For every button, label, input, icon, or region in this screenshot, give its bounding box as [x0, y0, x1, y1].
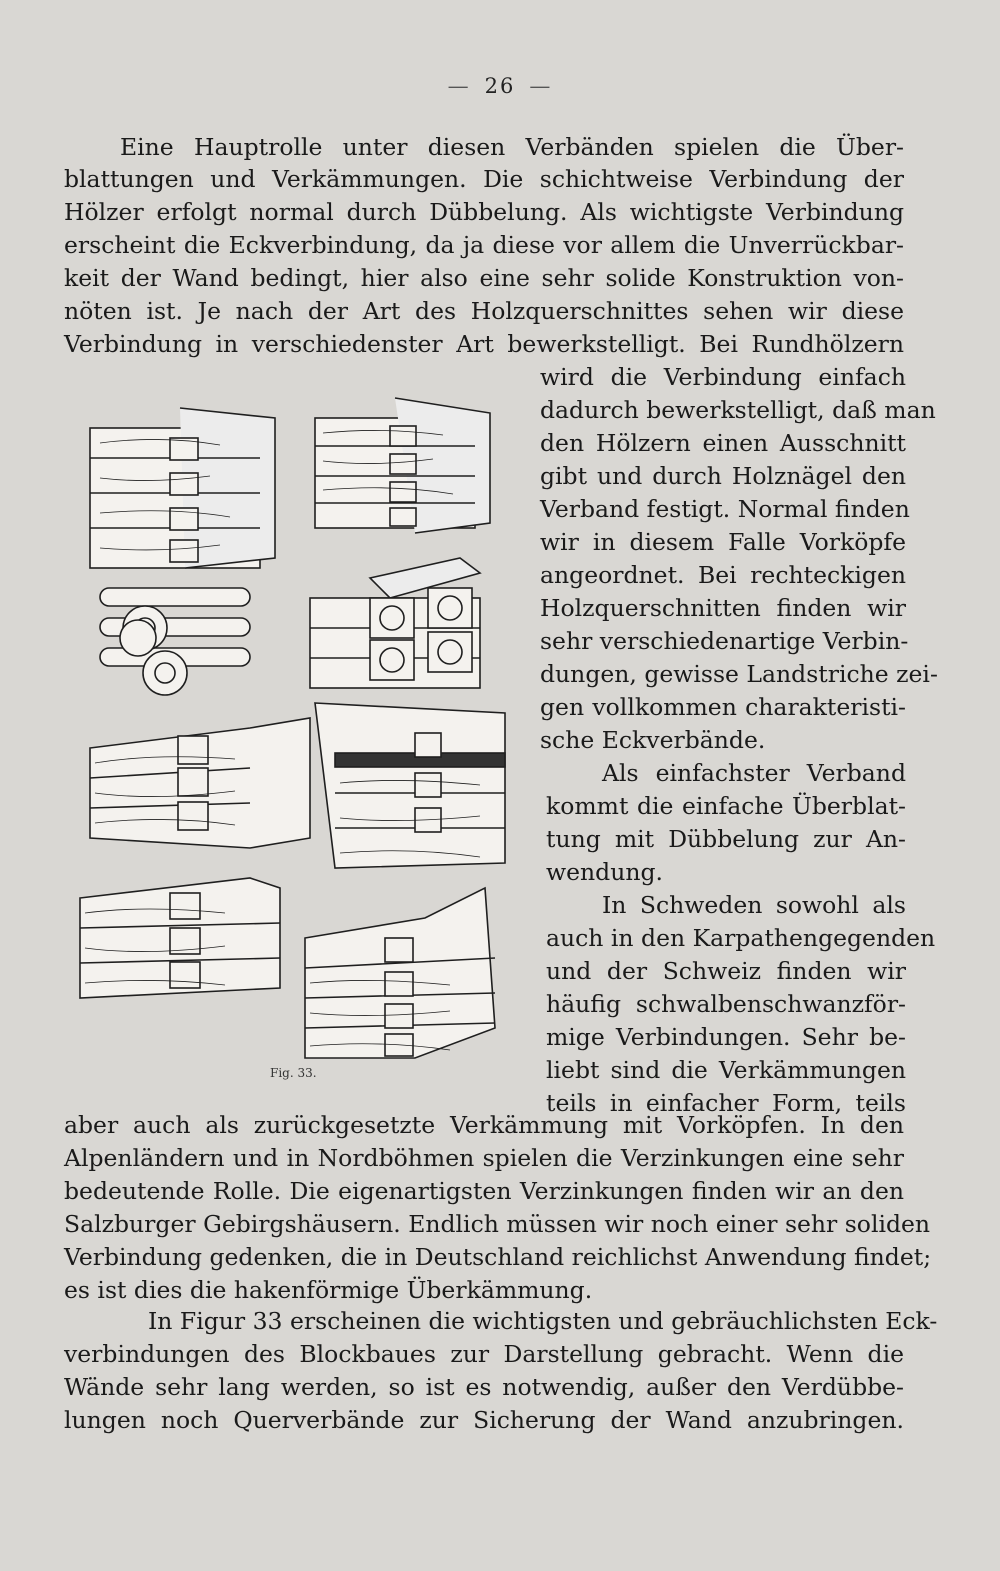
text-line: Wände sehr lang werden, so ist es notwendig, außer den Verdübbe- [64, 1373, 904, 1401]
text-line: kommt die einfache Überblat- [546, 792, 906, 820]
text-line: teils in einfacher Form, teils [546, 1089, 906, 1117]
joint-drawing [90, 718, 310, 848]
text-line: blattungen und Verkämmungen. Die schichtweise Verbindung der [64, 165, 904, 193]
text-line: Verbindung gedenken, die in Deutschland reichlichst Anwendung findet; [64, 1243, 932, 1271]
text-line: es ist dies die hakenförmige Überkämmung. [64, 1276, 593, 1304]
text-line: liebt sind die Verkämmungen [546, 1056, 906, 1084]
text-line: Verbindung in verschiedenster Art bewerkstelligt. Bei Rundhölzern [64, 330, 904, 358]
text-line: Als einfachster Verband [602, 759, 906, 787]
figure-33-corner-joints [70, 388, 540, 1098]
text-line: Hölzer erfolgt normal durch Dübbelung. Als wichtigste Verbindung [64, 198, 904, 226]
text-line: den Hölzern einen Ausschnitt [540, 429, 906, 457]
text-line: Alpenländern und in Nordböhmen spielen die Verzinkungen eine sehr [64, 1144, 904, 1172]
joint-drawing [315, 398, 490, 533]
text-line: dadurch bewerkstelligt, daß man [540, 396, 936, 424]
text-line: tung mit Dübbelung zur An- [546, 825, 906, 853]
text-line: nöten ist. Je nach der Art des Holzquerschnittes sehen wir diese [64, 297, 904, 325]
text-line: mige Verbindungen. Sehr be- [546, 1023, 906, 1051]
text-line: angeordnet. Bei rechteckigen [540, 561, 906, 589]
joint-drawing [100, 588, 250, 695]
text-line: dungen, gewisse Landstriche zei- [540, 660, 938, 688]
text-line: und der Schweiz finden wir [546, 957, 906, 985]
text-line: Holzquerschnitten finden wir [540, 594, 906, 622]
text-line: gen vollkommen charakteristi- [540, 693, 906, 721]
joint-drawing [315, 703, 505, 868]
text-line: häufig schwalbenschwanzför- [546, 990, 906, 1018]
text-line: auch in den Karpathengegenden [546, 924, 936, 952]
figure-caption: Fig. 33. [270, 1066, 317, 1080]
text-line: sehr verschiedenartige Verbin- [540, 627, 909, 655]
text-line: keit der Wand bedingt, hier also eine sehr solide Konstruktion von- [64, 264, 904, 292]
text-line: erscheint die Eckverbindung, da ja diese vor allem die Unverrückbar- [64, 231, 904, 259]
text-line: wir in diesem Falle Vorköpfe [540, 528, 906, 556]
page-number: — 26 — [447, 74, 553, 98]
text-line: lungen noch Querverbände zur Sicherung der Wand anzubringen. [64, 1406, 904, 1434]
text-line: verbindungen des Blockbaues zur Darstellung gebracht. Wenn die [64, 1340, 904, 1368]
text-line: gibt und durch Holznägel den [540, 462, 906, 490]
text-line: Eine Hauptrolle unter diesen Verbänden spielen die Über- [120, 133, 904, 161]
text-line: In Schweden sowohl als [602, 891, 906, 919]
text-line: In Figur 33 erscheinen die wichtigsten und gebräuchlichsten Eck- [148, 1307, 938, 1335]
joint-drawing [80, 878, 280, 998]
text-line: wird die Verbindung einfach [540, 363, 906, 391]
text-line: wendung. [546, 858, 663, 886]
text-line: sche Eckverbände. [540, 726, 766, 754]
text-line: Salzburger Gebirgshäusern. Endlich müssen wir noch einer sehr soliden [64, 1210, 931, 1238]
text-line: Verband festigt. Normal finden [540, 495, 910, 523]
text-line: bedeutende Rolle. Die eigenartigsten Verzinkungen finden wir an den [64, 1177, 904, 1205]
joint-drawing [305, 888, 495, 1058]
joint-drawing [90, 408, 275, 568]
joint-drawing [310, 558, 480, 688]
text-line: aber auch als zurückgesetzte Verkämmung mit Vorköpfen. In den [64, 1111, 904, 1139]
